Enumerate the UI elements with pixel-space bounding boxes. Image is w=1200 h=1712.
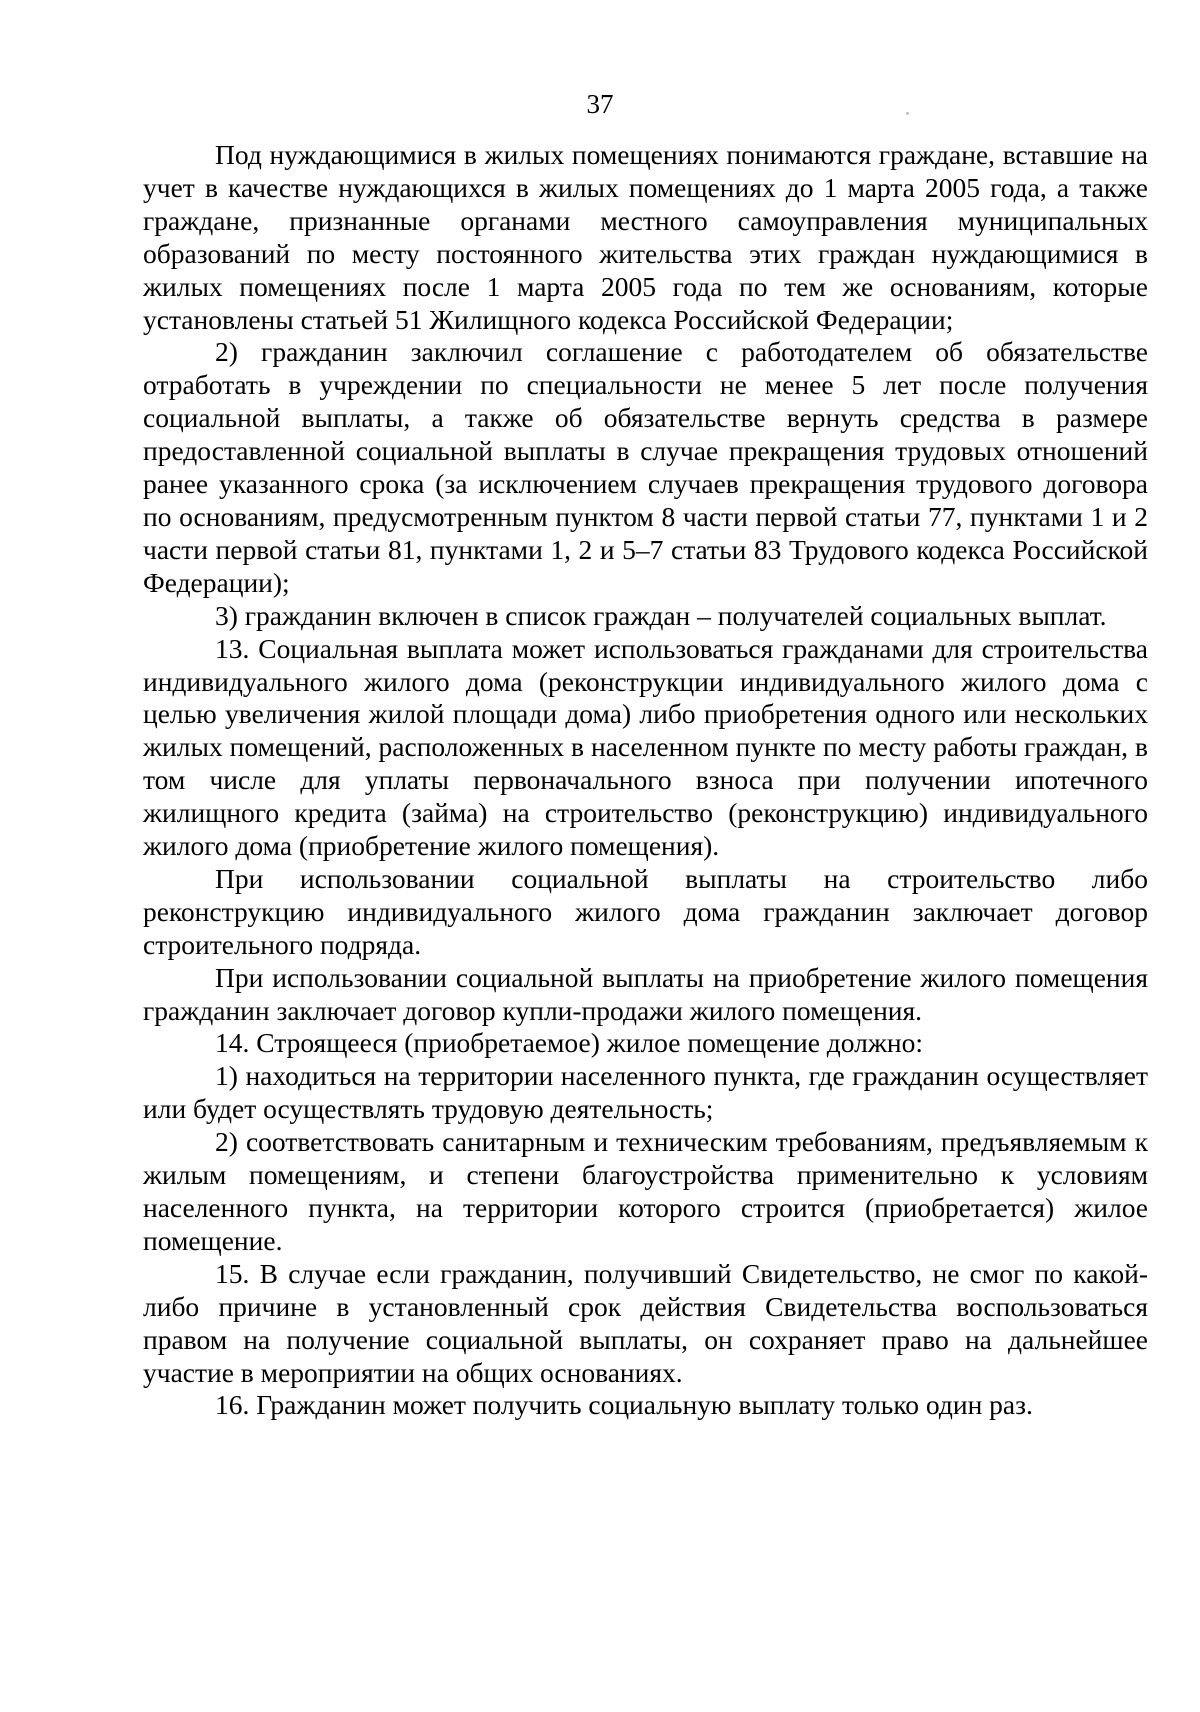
paragraph-15-retained-right: 15. В случае если гражданин, получивший Свидетельство, не смог по какой-либо причине в установленный срок действия Свидетельства воспользоваться правом на получение социальной выплаты, он сохраняет право на дальнейшее участие в мероприятии на общих основаниях. bbox=[143, 1257, 1148, 1388]
paragraph-purchase-contract: При использовании социальной выплаты на приобретение жилого помещения гражданин заключает договор купли-продажи жилого помещения. bbox=[143, 961, 1148, 1026]
document-body bbox=[143, 139, 1148, 1422]
paragraph-14-item-1-location: 1) находиться на территории населенного пункта, где гражданин осуществляет или будет осуществлять трудовую деятельность; bbox=[143, 1060, 1148, 1125]
paragraph-condition-2-employer-agreement: 2) гражданин заключил соглашение с работодателем об обязательстве отработать в учреждении по специальности не менее 5 лет после получения социальной выплаты, а также об обязательстве вернуть средства в размере предоставленной социальной выплаты в случае прекращения трудовых отношений ранее указанного срока (за исключением случаев прекращения трудового договора по основаниям, предусмотренным пунктом 8 части первой статьи 77, пунктами 1 и 2 части первой статьи 81, пунктами 1, 2 и 5–7 статьи 83 Трудового кодекса Российской Федерации); bbox=[143, 336, 1148, 598]
paragraph-16-single-payment: 16. Гражданин может получить социальную выплату только один раз. bbox=[215, 1389, 1033, 1421]
paragraph-condition-3-recipients-list: 3) гражданин включен в список граждан – получателей социальных выплат. bbox=[215, 599, 1107, 631]
paragraph-14-housing-requirements: 14. Строящееся (приобретаемое) жилое помещение должно: bbox=[215, 1027, 924, 1059]
paragraph-13-use-of-payment: 13. Социальная выплата может использоваться гражданами для строительства индивидуального жилого дома (реконструкции индивидуального жилого дома с целью увеличения жилой площади дома) либо приобретения одного или нескольких жилых помещений, расположенных в населенном пункте по месту работы граждан, в том числе для уплаты первоначального взноса при получении ипотечного жилищного кредита (займа) на строительство (реконструкцию) индивидуального жилого дома (приобретение жилого помещения). bbox=[143, 632, 1148, 862]
paragraph-14-item-2-standards: 2) соответствовать санитарным и техническим требованиям, предъявляемым к жилым помещениям, и степени благоустройства применительно к условиям населенного пункта, на территории которого строится (приобретается) жилое помещение. bbox=[143, 1126, 1148, 1256]
page-number: 37 bbox=[586, 89, 614, 119]
paragraph-construction-contract: При использовании социальной выплаты на строительство либо реконструкцию индивидуального жилого дома гражданин заключает договор строительного подряда. bbox=[143, 862, 1148, 960]
paragraph-needy-definition: Под нуждающимися в жилых помещениях понимаются граждане, вставшие на учет в качестве нуждающихся в жилых помещениях до 1 марта 2005 года, а также граждане, признанные органами местного самоуправления муниципальных образований по месту постоянного жительства этих граждан нуждающимися в жилых помещениях после 1 марта 2005 года по тем же основаниям, которые установлены статьей 51 Жилищного кодекса Российской Федерации; bbox=[143, 139, 1148, 335]
